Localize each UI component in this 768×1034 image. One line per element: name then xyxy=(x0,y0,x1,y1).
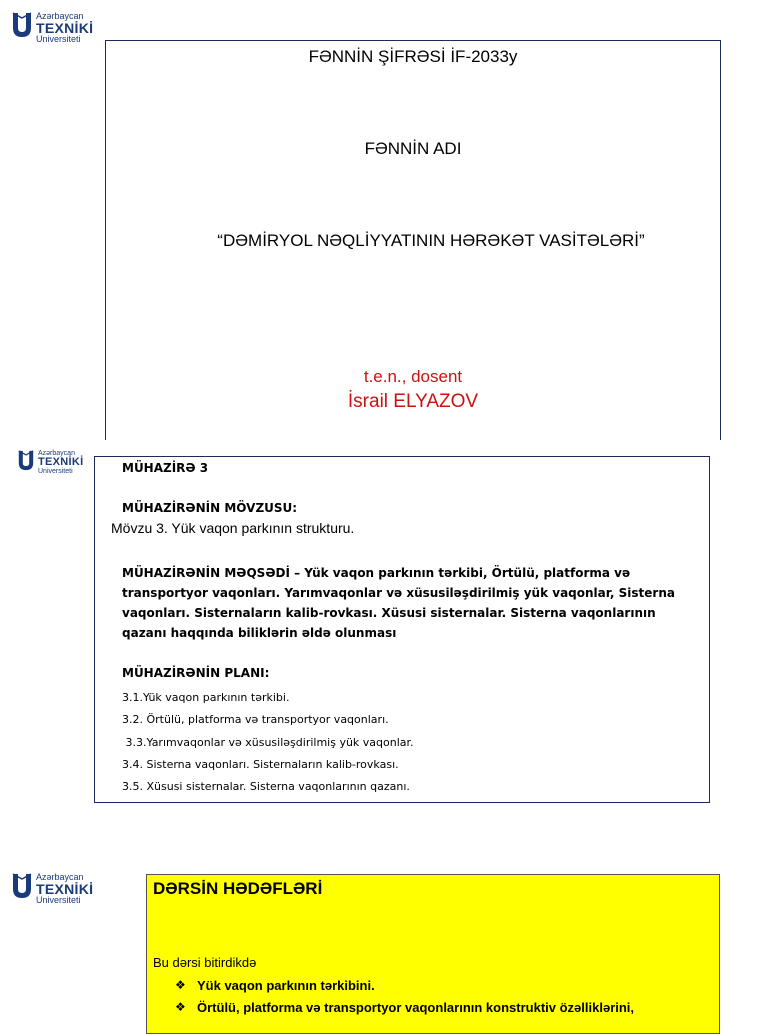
diamond-bullet-icon: ❖ xyxy=(175,1000,186,1014)
list-item xyxy=(175,974,634,996)
university-logo xyxy=(12,12,93,44)
logo-line-1: Azərbaycan xyxy=(36,872,84,882)
lecture-goal: MÜHAZİRƏNİN MƏQSƏDİ – Yük vaqon parkının tərkibi, Örtülü, platforma və transportyor vaqonları. Yarımvaqonlar və xüsusiləşdirilmiş yük vaqonlar, Sisterna vaqonları. Sisternaların kalib-rovkası. Xüsusi sisternalar. Sisterna vaqonlarının qazanı haqqında biliklərin əldə olunması xyxy=(122,566,675,640)
logo-line-3: Universiteti xyxy=(38,468,73,475)
plan-item: 3.2. Örtülü, platforma və transportyor vaqonları. xyxy=(122,713,389,726)
objectives-list xyxy=(175,974,634,1018)
lecture-label: MÜHAZİRƏ 3 xyxy=(122,461,209,475)
university-emblem-icon xyxy=(18,450,34,471)
plan-label: MÜHAZİRƏNİN PLANI: xyxy=(122,666,270,680)
course-name-label: FƏNNİN ADI xyxy=(364,139,462,158)
objective-text: Örtülü, platforma və transportyor vaqonlarının konstruktiv özəlliklərini, xyxy=(197,999,635,1015)
logo-line-3: Universiteti xyxy=(36,895,81,905)
list-item xyxy=(175,996,634,1018)
plan-item: 3.1.Yük vaqon parkının tərkibi. xyxy=(122,691,290,704)
logo-wordmark xyxy=(36,12,93,44)
plan-item: 3.4. Sisterna vaqonları. Sisternaların kalib-rovkası. xyxy=(122,758,399,771)
logo-line-2: TEXNİKİ xyxy=(36,881,94,897)
logo-line-1: Azərbaycan xyxy=(38,450,75,457)
logo-wordmark xyxy=(36,873,93,905)
course-name: “DƏMİRYOL NƏQLİYYATININ HƏRƏKƏT VASİTƏLƏRİ” xyxy=(217,231,645,250)
logo-line-3: Universiteti xyxy=(36,34,81,44)
objectives-heading: DƏRSİN HƏDƏFLƏRİ xyxy=(153,879,323,898)
objective-text: Yük vaqon parkının tərkibini. xyxy=(197,977,375,993)
university-logo xyxy=(18,450,84,475)
lesson-objectives-slide xyxy=(146,874,720,1034)
lecturer-title: t.e.n., dosent xyxy=(363,367,463,386)
objectives-intro: Bu dərsi bitirdikdə xyxy=(153,955,257,970)
course-code: FƏNNİN ŞİFRƏSİ İF-2033y xyxy=(308,47,518,66)
lecturer-name: İsrail ELYAZOV xyxy=(347,391,479,412)
university-logo xyxy=(12,873,93,905)
plan-item: 3.5. Xüsusi sisternalar. Sisterna vaqonlarının qazanı. xyxy=(122,780,410,793)
title-slide xyxy=(105,40,721,440)
logo-line-2: TEXNİKİ xyxy=(38,456,84,468)
plan-item: 3.3.Yarımvaqonlar və xüsusiləşdirilmiş yük vaqonlar. xyxy=(122,736,414,749)
university-emblem-icon xyxy=(12,873,32,899)
diamond-bullet-icon: ❖ xyxy=(175,978,186,992)
logo-line-2: TEXNİKİ xyxy=(36,20,94,36)
lecture-overview-slide xyxy=(94,456,710,803)
university-emblem-icon xyxy=(12,12,32,38)
lecture-topic: Mövzu 3. Yük vaqon parkının strukturu. xyxy=(111,520,355,536)
logo-line-1: Azərbaycan xyxy=(36,11,84,21)
logo-wordmark xyxy=(38,450,84,475)
topic-label: MÜHAZİRƏNİN MÖVZUSU: xyxy=(122,501,298,515)
